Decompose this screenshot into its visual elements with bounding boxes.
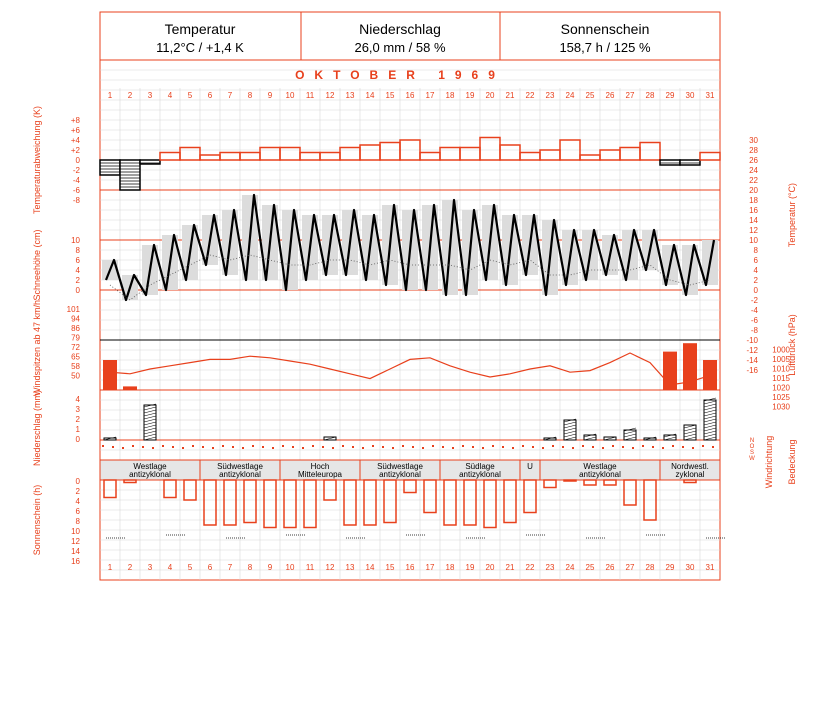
wind-dir-tick: O [749, 444, 755, 450]
wind-tick: 79 [71, 333, 80, 343]
wind-dir-dot [572, 447, 574, 449]
pressure-tick: 1005 [772, 355, 790, 364]
wind-dir-dot [712, 446, 714, 448]
weather-type-line1: Südlage [465, 462, 495, 471]
weather-type-line2: antizyklonal [379, 470, 421, 479]
wind-dir-dot [622, 446, 624, 448]
sunshine-bar [264, 480, 276, 528]
sunshine-bar [624, 480, 636, 505]
temp-tick: 30 [749, 136, 758, 145]
weather-type-line1: Westlage [133, 462, 167, 471]
anomaly-bar [220, 153, 240, 161]
pressure-tick: 1030 [772, 402, 790, 412]
anomaly-bar [420, 153, 440, 161]
sunshine-bar [124, 480, 136, 483]
wind-dir-dot [142, 446, 144, 448]
wind-dir-dot [362, 447, 364, 449]
day-label-top: 25 [585, 91, 595, 100]
temp-tick: -6 [750, 316, 758, 325]
wind-tick: 94 [71, 314, 80, 324]
sunshine-bar [464, 480, 476, 525]
wind-dir-dot [132, 445, 134, 447]
wind-dir-dot [372, 445, 374, 447]
wind-dir-dot [612, 445, 614, 447]
temp-tick: 26 [749, 156, 758, 165]
wind-dir-dot [592, 446, 594, 448]
wind-dir-dot [452, 447, 454, 449]
sunshine-bar [204, 480, 216, 525]
wind-dir-dot [322, 446, 324, 448]
day-label-bottom: 29 [665, 563, 675, 572]
snow-tick: 2 [75, 276, 80, 285]
wind-dir-dot [232, 446, 234, 448]
header-temperature-label: Temperatur [164, 21, 236, 37]
wind-dir-dot [652, 446, 654, 448]
axis-label-snow: Schneehöhe (cm) [32, 229, 42, 301]
weather-type-line1: Südwestlage [217, 462, 263, 471]
day-label-top: 19 [465, 91, 475, 100]
temp-tick: 20 [749, 186, 758, 195]
sunshine-bar [284, 480, 296, 528]
pressure-tick: 1010 [772, 364, 790, 374]
anomaly-bar [640, 143, 660, 161]
wind-bar [123, 386, 137, 390]
wind-dir-dot [462, 445, 464, 447]
day-label-top: 18 [445, 91, 455, 100]
precip-tick: 4 [75, 395, 80, 404]
anomaly-bar [240, 153, 260, 161]
header-temperature-value: 11,2°C / +1,4 K [156, 40, 244, 55]
anomaly-bar [160, 153, 180, 161]
wind-dir-dot [222, 445, 224, 447]
snow-tick: 8 [75, 246, 80, 255]
axis-label-pressure: Luftdruck (hPa) [787, 314, 797, 376]
temp-tick: 16 [749, 206, 758, 215]
wind-dir-tick: S [749, 450, 755, 456]
header-precipitation-value: 26,0 mm / 58 % [354, 40, 446, 55]
sun-tick: 4 [75, 497, 80, 506]
weather-type-line2: antizyklonal [219, 470, 261, 479]
anomaly-bar [700, 153, 720, 161]
wind-dir-dot [122, 447, 124, 449]
temp-tick: 24 [749, 166, 758, 175]
sunshine-bar [604, 480, 616, 485]
sunshine-bar [684, 480, 696, 483]
wind-dir-dot [702, 445, 704, 447]
sunshine-bar [444, 480, 456, 525]
precip-bar [564, 420, 576, 440]
weather-type-line1: Hoch [310, 462, 330, 471]
wind-dir-dot [402, 445, 404, 447]
anomaly-bar [280, 148, 300, 161]
anomaly-bar [360, 145, 380, 160]
temp-tick: 0 [753, 286, 758, 295]
day-label-bottom: 21 [505, 563, 515, 572]
day-label-bottom: 3 [147, 563, 153, 572]
wind-dir-dot [492, 445, 494, 447]
wind-dir-dot [292, 446, 294, 448]
wind-dir-dot [272, 447, 274, 449]
temp-tick: 4 [753, 266, 758, 275]
wind-dir-dot [302, 447, 304, 449]
temp-tick: 8 [753, 246, 758, 255]
anomaly-bar [140, 160, 160, 164]
wind-dir-dot [582, 445, 584, 447]
anomaly-bar [460, 148, 480, 161]
axis-label-temp: Temperatur (°C) [787, 182, 797, 248]
wind-dir-dot [642, 445, 644, 447]
day-label-bottom: 28 [645, 563, 655, 572]
sunshine-bar [104, 480, 116, 498]
wind-dir-dot [212, 447, 214, 449]
anomaly-bar [680, 160, 700, 165]
wind-dir-dot [102, 445, 104, 447]
wind-dir-dot [342, 445, 344, 447]
wind-dir-dot [532, 446, 534, 448]
anomaly-bar [180, 148, 200, 161]
day-label-bottom: 15 [385, 563, 395, 572]
wind-tick: 86 [71, 324, 80, 333]
wind-dir-dot [382, 446, 384, 448]
temp-tick: 6 [753, 256, 758, 265]
day-label-top: 5 [187, 91, 193, 100]
axis-label-temp-anomaly: Temperaturabweichung (K) [32, 105, 42, 215]
wind-dir-dot [442, 446, 444, 448]
weather-type-line1: Westlage [583, 462, 617, 471]
wind-dir-dot [252, 445, 254, 447]
wind-dir-dot [412, 446, 414, 448]
day-label-bottom: 30 [685, 563, 695, 572]
wind-dir-dot [502, 446, 504, 448]
day-label-top: 6 [207, 91, 213, 100]
day-label-bottom: 5 [187, 563, 193, 572]
axis-label-cover: Bedeckung [787, 439, 797, 485]
wind-dir-dot [352, 446, 354, 448]
day-label-bottom: 24 [565, 563, 575, 572]
anomaly-bar [440, 148, 460, 161]
sunshine-bar [584, 480, 596, 485]
wind-dir-dot [482, 447, 484, 449]
wind-bar [703, 360, 717, 390]
day-label-top: 9 [267, 91, 273, 100]
sunshine-bar [244, 480, 256, 523]
day-label-top: 20 [485, 91, 495, 100]
anomaly-tick: -4 [72, 176, 80, 185]
day-label-bottom: 9 [267, 563, 273, 572]
day-label-top: 10 [285, 91, 295, 100]
sun-tick: 2 [75, 487, 80, 496]
temp-tick: 22 [749, 176, 758, 185]
anomaly-bar [600, 150, 620, 160]
wind-tick: 72 [71, 343, 80, 352]
pressure-tick: 1020 [772, 383, 790, 393]
wind-dir-dot [552, 445, 554, 447]
day-label-bottom: 23 [545, 563, 555, 572]
wind-dir-dot [662, 447, 664, 449]
day-label-top: 16 [405, 91, 415, 100]
wind-dir-dot [632, 447, 634, 449]
day-label-top: 13 [345, 91, 355, 100]
wind-dir-dot [332, 447, 334, 449]
anomaly-tick: 0 [75, 156, 80, 165]
day-label-top: 7 [227, 91, 233, 100]
wind-bar [103, 360, 117, 390]
day-label-top: 1 [107, 91, 113, 100]
sunshine-bar [484, 480, 496, 528]
day-label-bottom: 4 [167, 563, 173, 572]
sunshine-bar [504, 480, 516, 523]
day-label-bottom: 1 [107, 563, 113, 572]
temp-tick: -8 [750, 326, 758, 335]
sun-tick: 8 [75, 517, 80, 526]
snow-tick: 4 [75, 266, 80, 275]
temp-tick: -12 [746, 346, 758, 355]
weather-type-line2: Mitteleuropa [297, 470, 343, 479]
day-label-bottom: 25 [585, 563, 595, 572]
wind-dir-tick: N [749, 438, 755, 444]
day-label-top: 29 [665, 91, 675, 100]
pressure-tick: 1000 [772, 345, 790, 355]
anomaly-bar [620, 148, 640, 161]
day-label-top: 28 [645, 91, 655, 100]
day-label-bottom: 13 [345, 563, 355, 572]
temp-tick: 10 [749, 236, 758, 245]
wind-dir-dot [202, 446, 204, 448]
weather-type-line1: U [527, 462, 533, 471]
day-label-top: 27 [625, 91, 635, 100]
axis-label-wind-dir: Windrichtung [764, 435, 774, 489]
wind-dir-dot [562, 446, 564, 448]
day-label-top: 17 [425, 91, 435, 100]
wind-dir-dot [392, 447, 394, 449]
sunshine-bar [524, 480, 536, 513]
weather-type-line1: Südwestlage [377, 462, 423, 471]
wind-dir-dot [162, 445, 164, 447]
wind-tick: 101 [66, 305, 80, 314]
sun-tick: 16 [71, 557, 80, 566]
month-title: OKTOBER 1969 [295, 68, 505, 82]
wind-dir-dot [422, 447, 424, 449]
anomaly-tick: +4 [70, 136, 80, 145]
anomaly-tick: +8 [70, 116, 80, 125]
wind-tick: 50 [71, 371, 80, 381]
anomaly-tick: -6 [72, 186, 80, 195]
sunshine-bar [424, 480, 436, 513]
wind-dir-dot [472, 446, 474, 448]
temp-tick: -14 [746, 356, 758, 365]
anomaly-bar [100, 160, 120, 175]
day-label-bottom: 20 [485, 563, 495, 572]
sunshine-bar [404, 480, 416, 493]
weather-type-line2: antizyklonal [459, 470, 501, 479]
wind-dir-dot [242, 447, 244, 449]
anomaly-tick: -2 [72, 166, 80, 175]
wind-dir-tick: W [749, 456, 755, 462]
anomaly-bar [500, 145, 520, 160]
wind-dir-dot [672, 445, 674, 447]
pressure-tick: 1025 [772, 393, 790, 402]
temp-tick: -4 [750, 306, 758, 315]
anomaly-bar [320, 153, 340, 161]
wind-dir-dot [112, 446, 114, 448]
day-label-top: 11 [305, 91, 315, 100]
sun-tick: 6 [75, 507, 80, 516]
day-label-top: 8 [247, 91, 253, 100]
wind-dir-dot [152, 447, 154, 449]
day-label-bottom: 31 [705, 563, 715, 572]
anomaly-bar [540, 150, 560, 160]
day-label-top: 22 [525, 91, 535, 100]
day-label-bottom: 12 [325, 563, 335, 572]
temp-tick: 14 [749, 216, 758, 225]
day-label-bottom: 8 [247, 563, 253, 572]
precip-tick: 2 [75, 415, 80, 424]
day-label-top: 2 [127, 91, 133, 100]
precip-bar [704, 400, 716, 440]
day-label-top: 23 [545, 91, 555, 100]
day-label-top: 31 [705, 91, 715, 100]
anomaly-bar [200, 155, 220, 160]
day-label-bottom: 16 [405, 563, 415, 572]
sun-tick: 10 [71, 527, 80, 536]
sunshine-bar [304, 480, 316, 528]
day-label-bottom: 6 [207, 563, 213, 572]
day-label-top: 4 [167, 91, 173, 100]
day-label-top: 12 [325, 91, 335, 100]
wind-dir-dot [512, 447, 514, 449]
day-label-bottom: 26 [605, 563, 615, 572]
weather-type-line1: Nordwestl. [671, 462, 709, 471]
day-label-bottom: 10 [285, 563, 295, 572]
wind-dir-dot [602, 447, 604, 449]
sunshine-bar [544, 480, 556, 488]
sunshine-bar [164, 480, 176, 498]
day-label-bottom: 11 [305, 563, 315, 572]
header-precipitation-label: Niederschlag [359, 21, 441, 37]
temp-tick: -16 [746, 366, 758, 375]
axis-label-wind: Windspitzen ab 47 km/h [32, 299, 42, 397]
anomaly-bar [520, 153, 540, 161]
day-label-top: 14 [365, 91, 375, 100]
temp-tick: -10 [746, 336, 758, 345]
wind-tick: 58 [71, 362, 80, 371]
day-label-bottom: 17 [425, 563, 435, 572]
header-sunshine-value: 158,7 h / 125 % [559, 40, 651, 55]
axis-label-sun: Sonnenschein (h) [32, 484, 42, 556]
precip-tick: 0 [75, 435, 80, 444]
day-label-top: 24 [565, 91, 575, 100]
anomaly-tick: -8 [72, 196, 80, 205]
wind-dir-dot [282, 445, 284, 447]
pressure-tick: 1015 [772, 374, 790, 383]
day-label-top: 30 [685, 91, 695, 100]
precip-tick: 1 [75, 425, 80, 434]
day-label-top: 21 [505, 91, 515, 100]
wind-tick: 65 [71, 352, 80, 362]
precip-tick: 3 [75, 405, 80, 414]
anomaly-bar [260, 148, 280, 161]
header-sunshine-label: Sonnenschein [560, 21, 650, 37]
anomaly-bar [660, 160, 680, 165]
temp-tick: 18 [749, 196, 758, 205]
wind-dir-dot [182, 447, 184, 449]
anomaly-bar [580, 155, 600, 160]
snow-tick: 0 [75, 286, 80, 295]
wind-dir-dot [682, 446, 684, 448]
wind-dir-dot [192, 445, 194, 447]
sunshine-bar [344, 480, 356, 525]
weather-type-line2: antizyklonal [129, 470, 171, 479]
day-label-top: 26 [605, 91, 615, 100]
wind-dir-dot [172, 446, 174, 448]
wind-dir-dot [692, 447, 694, 449]
sunshine-bar [564, 480, 576, 481]
sun-tick: 0 [75, 477, 80, 486]
day-label-bottom: 14 [365, 563, 375, 572]
day-label-top: 3 [147, 91, 153, 100]
grid-layer [100, 60, 720, 580]
anomaly-bar [480, 138, 500, 161]
day-label-bottom: 18 [445, 563, 455, 572]
anomaly-bar [380, 143, 400, 161]
anomaly-tick: +2 [70, 146, 80, 155]
day-label-bottom: 27 [625, 563, 635, 572]
sunshine-bar [364, 480, 376, 525]
wind-dir-dot [522, 445, 524, 447]
axis-label-precip: Niederschlag (mm) [32, 389, 42, 467]
day-label-bottom: 7 [227, 563, 233, 572]
snow-tick: 10 [71, 236, 80, 245]
temp-tick: 28 [749, 146, 758, 155]
temp-tick: -2 [750, 296, 758, 305]
snow-tick: 6 [75, 256, 80, 265]
weather-type-line2: zyklonal [675, 470, 705, 479]
sunshine-bar [384, 480, 396, 523]
wind-dir-dot [312, 445, 314, 447]
temp-tick: 2 [753, 276, 758, 285]
wind-dir-dot [542, 447, 544, 449]
wind-dir-dot [432, 445, 434, 447]
anomaly-bar [300, 153, 320, 161]
sun-tick: 12 [71, 537, 80, 546]
day-label-bottom: 22 [525, 563, 535, 572]
wind-dir-dot [262, 446, 264, 448]
sunshine-bar [224, 480, 236, 525]
anomaly-tick: +6 [70, 126, 80, 135]
day-label-bottom: 19 [465, 563, 475, 572]
weather-type-line2: antizyklonal [579, 470, 621, 479]
anomaly-bar [340, 148, 360, 161]
day-label-bottom: 2 [127, 563, 133, 572]
sun-tick: 14 [71, 547, 80, 556]
day-label-top: 15 [385, 91, 395, 100]
temp-tick: 12 [749, 226, 758, 235]
